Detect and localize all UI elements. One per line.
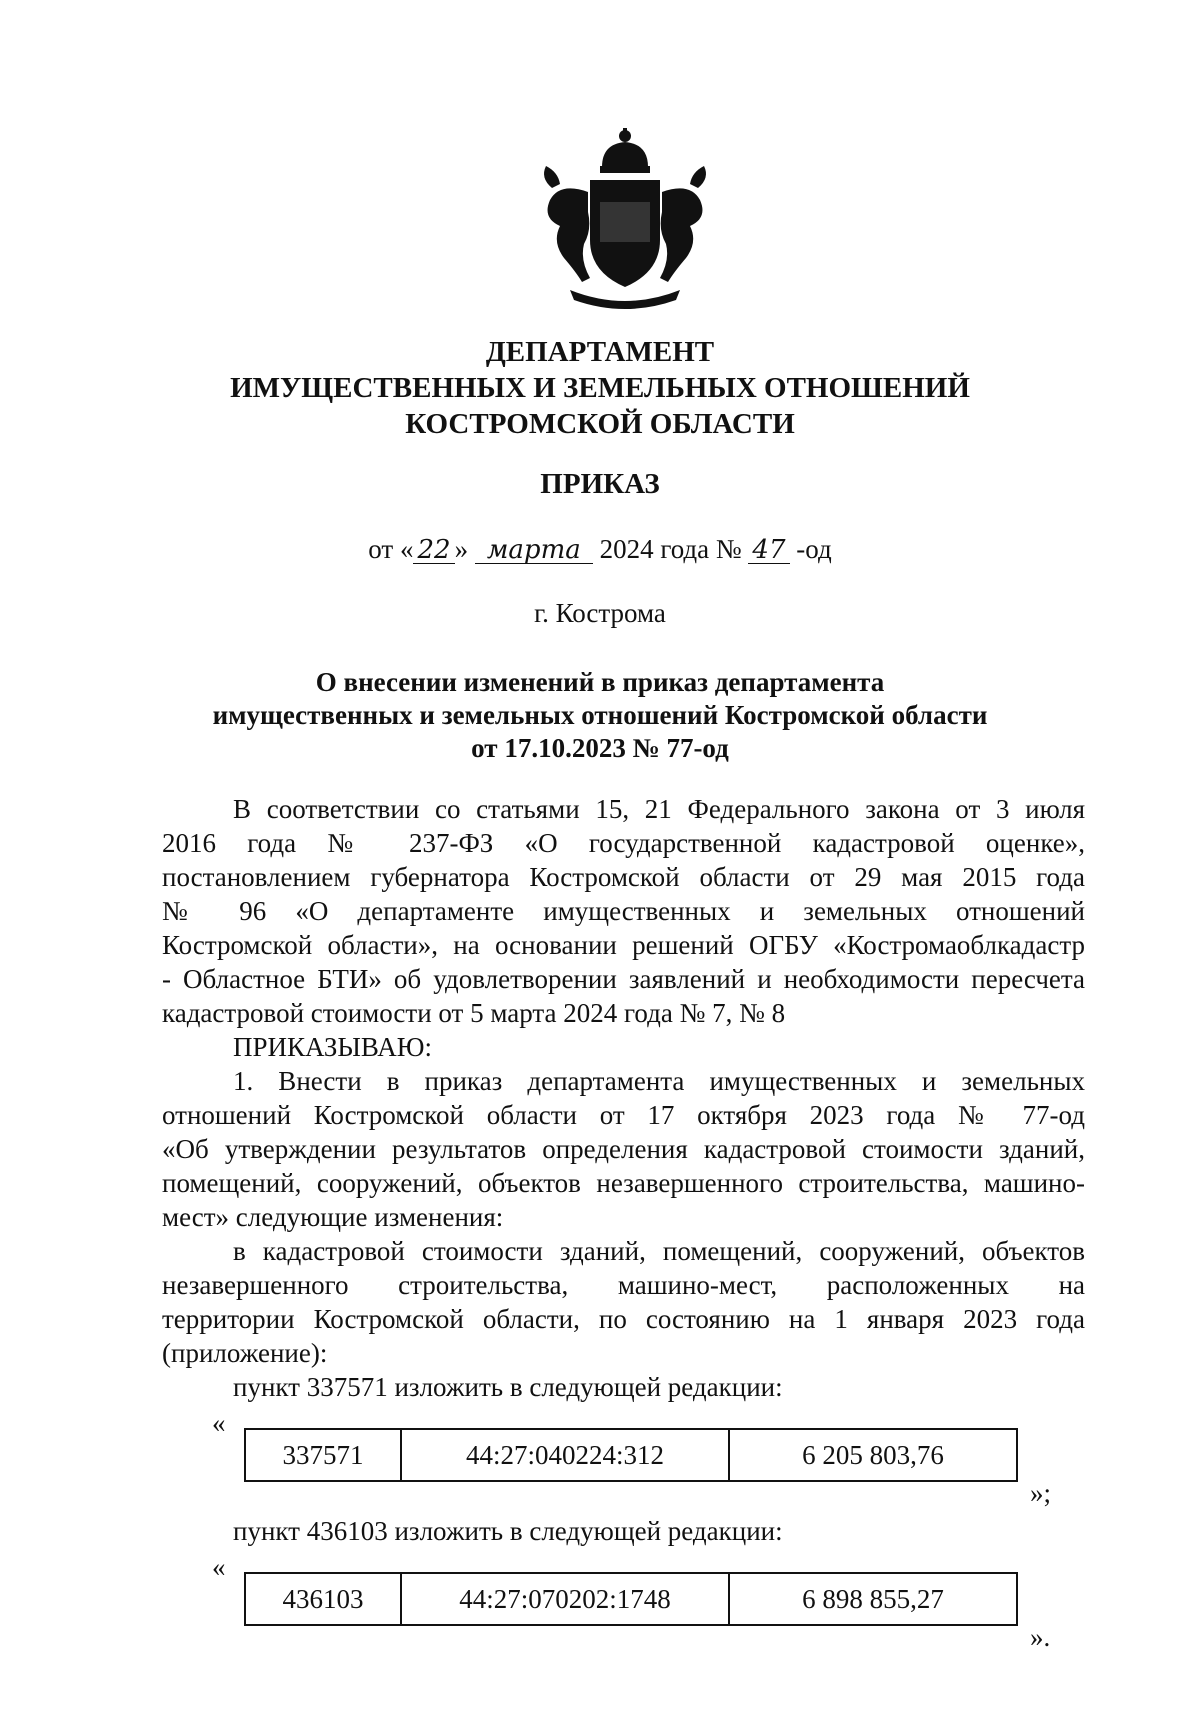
amendment-table (244, 1428, 1018, 1482)
body-line: В соответствии со статьями 15, 21 Федерального закона от 3 июля (233, 794, 1085, 824)
amendment-intro: пункт 337571 изложить в следующей редакции: (233, 1372, 783, 1402)
coat-of-arms-emblem (530, 122, 720, 312)
table-row (245, 1429, 1017, 1481)
body-line: Костромской области», на основании решений ОГБУ «Костромаоблкадастр (162, 930, 1085, 960)
body-line: № 96 «О департаменте имущественных и земельных отношений (162, 896, 1085, 926)
cadastral-value-cell: 6 898 855,27 (729, 1573, 1017, 1625)
body-line: территории Костромской области, по состоянию на 1 января 2023 года (162, 1304, 1085, 1334)
item-number-cell: 436103 (245, 1573, 401, 1625)
handwritten-month: марта (475, 537, 593, 564)
order-title (0, 666, 1200, 765)
handwritten-day: 22 (413, 537, 454, 564)
body-line: мест» следующие изменения: (162, 1202, 504, 1232)
cadastral-value-cell: 6 205 803,76 (729, 1429, 1017, 1481)
table-row (245, 1573, 1017, 1625)
department-name-line-1: ДЕПАРТАМЕНТ (485, 336, 715, 368)
body-line: незавершенного строительства, машино-мест, расположенных на (162, 1270, 1085, 1300)
body-line: помещений, сооружений, объектов незавершенного строительства, машино- (162, 1168, 1085, 1198)
body-line: (приложение): (162, 1338, 328, 1368)
body-line: отношений Костромской области от 17 октября 2023 года № 77-од (162, 1100, 1085, 1130)
body-line: «Об утверждении результатов определения кадастровой стоимости зданий, (162, 1134, 1085, 1164)
body-line: 2016 года № 237-ФЗ «О государственной кадастровой оценке», (162, 828, 1085, 858)
body-line: 1. Внести в приказ департамента имущественных и земельных (233, 1066, 1085, 1096)
cadastral-number-cell: 44:27:040224:312 (401, 1429, 729, 1481)
cadastral-number-cell: 44:27:070202:1748 (401, 1573, 729, 1625)
department-name-line-3: КОСТРОМСКОЙ ОБЛАСТИ (405, 408, 795, 440)
body-line: постановлением губернатора Костромской области от 29 мая 2015 года (162, 862, 1085, 892)
item-number-cell: 337571 (245, 1429, 401, 1481)
closing-quote: ». (1030, 1622, 1051, 1652)
title-line-3: от 17.10.2023 № 77-од (471, 733, 729, 763)
document-type-heading: ПРИКАЗ (540, 468, 660, 500)
body-line: кадастровой стоимости от 5 марта 2024 года № 7, № 8 (162, 998, 786, 1028)
body-line: в кадастровой стоимости зданий, помещений, сооружений, объектов (233, 1236, 1085, 1266)
title-line-2: имущественных и земельных отношений Костромской области (212, 700, 988, 730)
opening-quote: « (212, 1552, 226, 1582)
opening-quote: « (212, 1408, 226, 1438)
date-year-text: 2024 года № (592, 534, 749, 564)
order-directive-word: ПРИКАЗЫВАЮ: (233, 1032, 432, 1062)
date-prefix: от « (368, 534, 414, 564)
amendment-table (244, 1572, 1018, 1626)
date-separator: » (454, 534, 475, 564)
order-number-suffix: -од (789, 534, 832, 564)
body-line: - Областное БТИ» об удовлетворении заявлений и необходимости пересчета (162, 964, 1085, 994)
title-line-1: О внесении изменений в приказ департамента (315, 667, 885, 697)
handwritten-order-number: 47 (748, 537, 789, 564)
closing-quote: »; (1030, 1478, 1052, 1508)
city-line: г. Кострома (534, 598, 666, 628)
order-date-line (0, 534, 1200, 565)
department-name-line-2: ИМУЩЕСТВЕННЫХ И ЗЕМЕЛЬНЫХ ОТНОШЕНИЙ (230, 372, 970, 404)
amendment-intro: пункт 436103 изложить в следующей редакции: (233, 1516, 783, 1546)
